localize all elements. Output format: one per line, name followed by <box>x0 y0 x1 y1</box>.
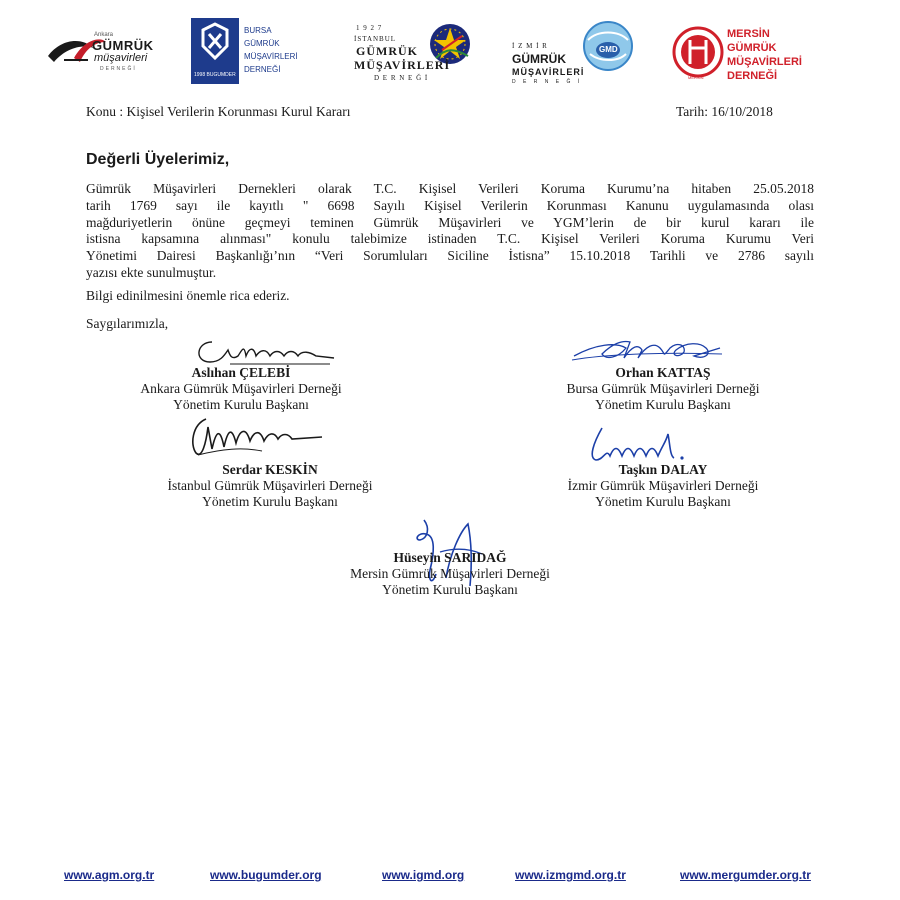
signatory-block <box>96 365 386 413</box>
signatory-org: Bursa Gümrük Müşavirleri Derneği <box>566 381 760 396</box>
signatory-org: İstanbul Gümrük Müşavirleri Derneği <box>167 478 373 493</box>
signatory-title: Yönetim Kurulu Başkanı <box>173 397 309 412</box>
izmir-line3: D E R N E Ğ İ <box>512 79 583 85</box>
body-line: tarih 1769 sayı ile kayıtlı " 6698 Sayılı Kişisel Verilerin Korunması Kanunu uygulamasında olası <box>86 197 814 213</box>
istanbul-line1: GÜMRÜK <box>356 44 418 58</box>
bursa-founded-label: 1998 BUGUMDER <box>194 72 236 78</box>
greeting: Değerli Üyelerimiz, <box>86 151 230 168</box>
signatory-name: Taşkın DALAY <box>618 462 708 477</box>
bursa-emblem <box>191 18 239 84</box>
mersin-line2: GÜMRÜK <box>727 42 777 54</box>
signature-dalay-icon <box>584 422 694 466</box>
mersin-logo <box>672 18 812 86</box>
footer-link-igmd[interactable]: www.igmd.org <box>382 868 465 882</box>
signatory-title: Yönetim Kurulu Başkanı <box>595 494 731 509</box>
signatory-name: Hüseyin SARIDAĞ <box>393 550 507 565</box>
ankara-city-label: Ankara <box>94 32 114 38</box>
bursa-line2: GÜMRÜK <box>244 39 280 48</box>
mersin-line1: MERSİN <box>727 28 770 40</box>
signatory-block <box>518 462 808 510</box>
bursa-mark-icon <box>191 18 239 70</box>
signatory-block <box>125 462 415 510</box>
signatory-org: İzmir Gümrük Müşavirleri Derneği <box>567 478 759 493</box>
signatory-block <box>518 365 808 413</box>
signatory-title: Yönetim Kurulu Başkanı <box>202 494 338 509</box>
bursa-logo <box>191 18 306 86</box>
signatory-name: Serdar KESKİN <box>222 462 318 477</box>
closing-line: Saygılarımızla, <box>86 316 169 331</box>
signatory-name: Aslıhan ÇELEBİ <box>191 365 291 380</box>
mersin-line4: DERNEĞİ <box>727 70 778 82</box>
body-line: Gümrük Müşavirleri Dernekleri olarak T.C. Kişisel Verileri Koruma Kurumu’na hitaben 25.05.2018 <box>86 181 814 196</box>
signatory-block <box>305 550 595 598</box>
istanbul-line3: D E R N E Ğ İ <box>374 74 429 82</box>
footer-link-izmgmd[interactable]: www.izmgmd.org.tr <box>515 868 626 882</box>
body-line: mağduriyetlerin önüne geçmeyi teminen Gümrük Müşavirleri ve YGM’lerin de bir kurul kararı ile <box>86 214 814 230</box>
bursa-line1: BURSA <box>244 26 272 35</box>
bursa-line4: DERNEĞİ <box>244 65 281 74</box>
mersin-ring-text: MERSİN <box>688 75 704 80</box>
izmir-city: İ Z M İ R <box>512 42 548 50</box>
body-line: yazısı ekte sunulmuştur. <box>86 264 217 280</box>
ankara-line1: GÜMRÜK <box>92 38 154 53</box>
signatory-org: Ankara Gümrük Müşavirleri Derneği <box>140 381 342 396</box>
signatory-name: Orhan KATTAŞ <box>615 365 711 380</box>
request-line: Bilgi edinilmesini önemle rica ederiz. <box>86 288 290 303</box>
signature-kattas-icon <box>566 334 726 366</box>
signatory-title: Yönetim Kurulu Başkanı <box>382 582 518 597</box>
istanbul-city: İSTANBUL <box>354 35 397 43</box>
istanbul-line2: MÜŞAVİRLERİ <box>354 58 451 72</box>
istanbul-year: 1 9 2 7 <box>356 24 383 32</box>
signature-keskin-icon <box>172 413 332 463</box>
ankara-logo <box>44 18 156 86</box>
ankara-line3: DERNEĞİ <box>100 66 137 72</box>
istanbul-logo <box>350 18 475 86</box>
subject-line: Konu : Kişisel Verilerin Korunması Kurul Kararı <box>86 104 351 119</box>
izmir-line1: GÜMRÜK <box>512 52 566 66</box>
ankara-line2: müşavirleri <box>94 52 148 64</box>
body-line: Yönetimi Dairesi Başkanlığı’nın “Veri Sorumluları Siciline İstisna” 15.10.2018 Tarihli ve 2786 sayılı <box>86 248 814 264</box>
signatory-title: Yönetim Kurulu Başkanı <box>595 397 731 412</box>
izmir-badge: GMD <box>599 45 618 54</box>
date-line: Tarih: 16/10/2018 <box>676 104 773 119</box>
izmir-line2: MÜŞAVİRLERİ <box>512 67 585 77</box>
signatory-org: Mersin Gümrük Müşavirleri Derneği <box>350 566 550 581</box>
footer-link-bugumder[interactable]: www.bugumder.org <box>210 868 322 882</box>
footer-link-agm[interactable]: www.agm.org.tr <box>64 868 155 882</box>
footer-links <box>60 868 850 888</box>
izmir-logo <box>510 18 635 86</box>
body-line: istisna kapsamına alınması" konulu talebimize istinaden T.C. Kişisel Verileri Koruma Kurumu Veri <box>86 231 814 247</box>
footer-link-mergumder[interactable]: www.mergumder.org.tr <box>680 868 811 882</box>
bursa-line3: MÜŞAVİRLERİ <box>244 52 298 61</box>
mersin-line3: MÜŞAVİRLERİ <box>727 56 802 68</box>
body-paragraph <box>86 181 814 282</box>
